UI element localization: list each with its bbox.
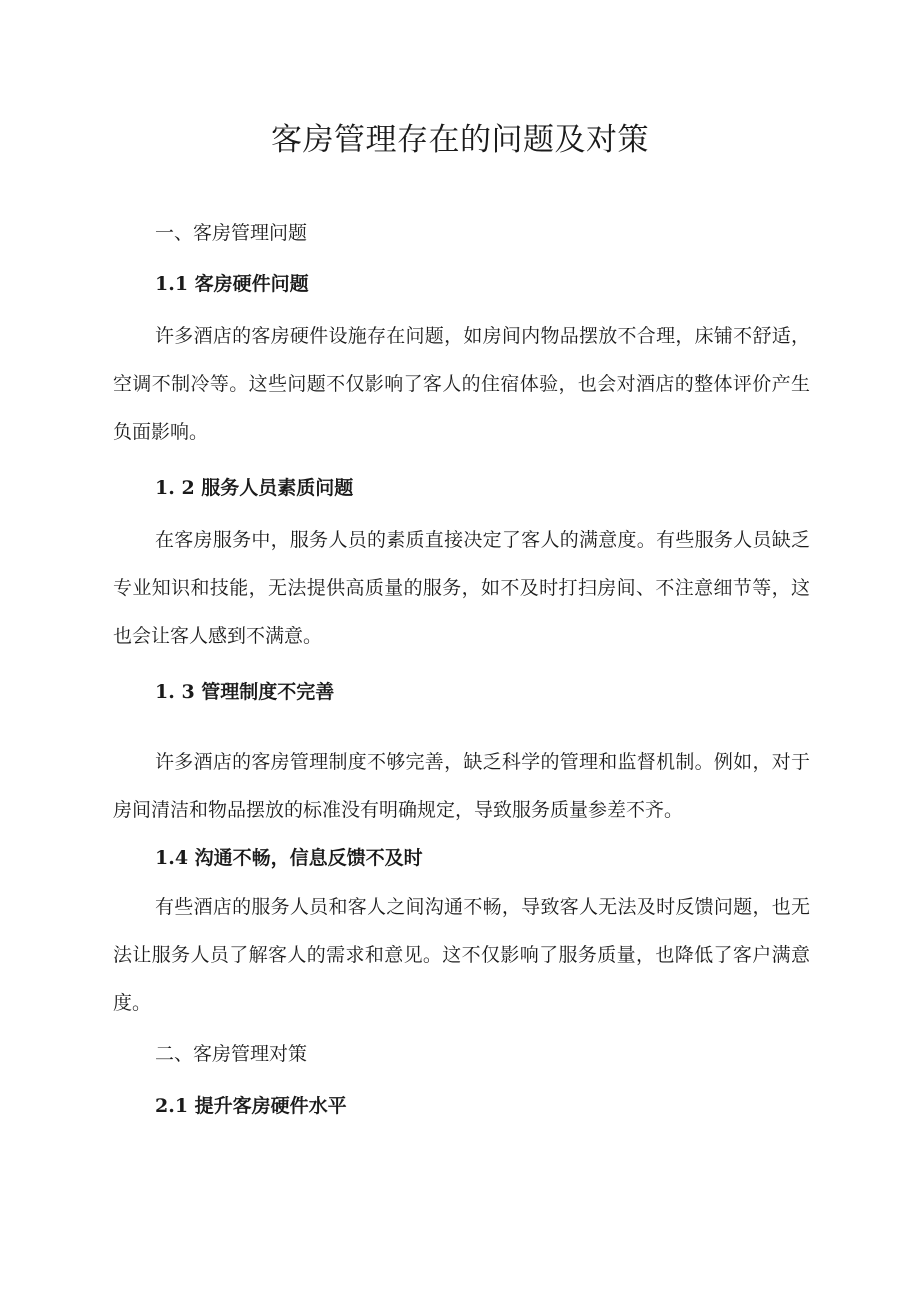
subheading-hardware-issues: 1.1 客房硬件问题: [155, 273, 309, 295]
section-heading-countermeasures: 二、客房管理对策: [155, 1043, 308, 1065]
paragraph-management-system: 许多酒店的客房管理制度不够完善，缺乏科学的管理和监督机制。例如，对于房间清洁和物品摆放的标准没有明确规定，导致服务质量参差不齐。: [113, 751, 810, 821]
section-heading-problems: 一、客房管理问题: [155, 222, 308, 244]
paragraph-staff-quality: 在客房服务中，服务人员的素质直接决定了客人的满意度。有些服务人员缺乏专业知识和技能，无法提供高质量的服务，如不及时打扫房间、不注意细节等，这也会让客人感到不满意。: [113, 529, 810, 647]
paragraph-hardware-issues: 许多酒店的客房硬件设施存在问题，如房间内物品摆放不合理，床铺不舒适，空调不制冷等。这些问题不仅影响了客人的住宿体验，也会对酒店的整体评价产生负面影响。: [113, 325, 810, 443]
subheading-staff-quality: 1. 2 服务人员素质问题: [155, 477, 354, 499]
paragraph-communication: 有些酒店的服务人员和客人之间沟通不畅，导致客人无法及时反馈问题，也无法让服务人员了解客人的需求和意见。这不仅影响了服务质量，也降低了客户满意度。: [113, 896, 810, 1014]
subheading-communication: 1.4 沟通不畅，信息反馈不及时: [155, 847, 423, 869]
subheading-improve-hardware: 2.1 提升客房硬件水平: [155, 1095, 347, 1117]
subheading-management-system: 1. 3 管理制度不完善: [155, 681, 335, 703]
document-title: 客房管理存在的问题及对策: [271, 122, 649, 158]
